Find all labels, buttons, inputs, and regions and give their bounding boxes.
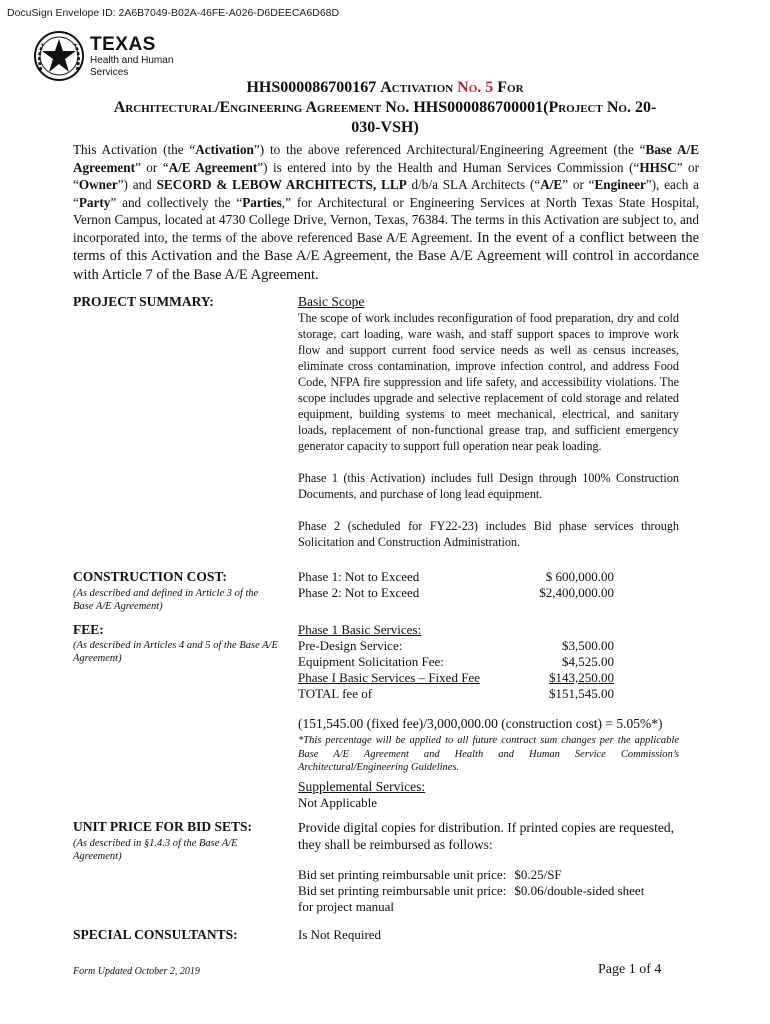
supplemental-heading: Supplemental Services:: [298, 778, 426, 794]
docusign-envelope-id: DocuSign Envelope ID: 2A6B7049-B02A-46FE-A026-D6DEECA6D68D: [7, 7, 340, 19]
cost-row: Phase 1: Not to Exceed $ 600,000.00: [298, 569, 614, 584]
fee-row: Phase I Basic Services – Fixed Fee $143,250.00: [298, 670, 614, 685]
logo-subtitle: Health and Human Services: [90, 55, 174, 78]
texas-seal-icon: [33, 30, 85, 82]
fee-footnote: *This percentage will be applied to all future contract sum changes per the applicable Base A/E Agreement and Health and Human Service Commission’s Architectural/Engineering Guidelines.: [298, 735, 679, 773]
unit-price-label: UNIT PRICE FOR BID SETS:: [73, 819, 253, 834]
cost-row: Phase 2: Not to Exceed $2,400,000.00: [298, 585, 614, 600]
project-summary-content: Basic Scope The scope of work includes reconfiguration of food preparation, dry and cold storage, cart loading, ware wash, and staff support spaces to improve work flow and support current food service needs as well as census increases, eliminate cross contamination, improve infection control, and address Food Code, NFPA fire suppression and life safety, and accessibility violations. The scope includes upgrade and selective replacement of cold storage and related equipment, building systems to meet mechanical, electrical, and sanitary loads, replacement of non-functional grease trap, and sufficient emergency generator capacity to support full operation near peak loading. Phase 1 (this Activation) includes full Design through 100% Construction Documents, and purchase of long lead equipment. Phase 2 (scheduled for FY22-23) includes Bid phase services through Solicitation and Construction Administration.: [298, 294, 679, 549]
project-summary-label: PROJECT SUMMARY:: [73, 294, 214, 309]
intro-paragraph: This Activation (the “Activation”) to the above referenced Architectural/Engineering Agreement (the “Base A/E Agreement” or “A/E Agreement”) is entered into by the Health and Human Services Commission (“HHSC” or “Owner”) and SECORD & LEBOW ARCHITECTS, LLP d/b/a SLA Architects (“A/E” or “Engineer”), each a “Party” and collectively the “Parties,” for Architectural or Engineering Services at North Texas State Hospital, Vernon Campus, located at 4730 College Drive, Vernon, Texas, 76384. The terms in this Activation are subject to, and incorporated into, the terms of the above referenced Base A/E Agreement. In the event of a conflict between the terms of this Activation and the Base A/E Agreement, the Base A/E Agreement will control in accordance with Article 7 of the Base A/E Agreement.: [73, 142, 700, 283]
hhs-logo: [33, 30, 183, 85]
fee-total-row: TOTAL fee of $151,545.00: [298, 686, 614, 701]
construction-cost-values: [298, 569, 614, 601]
supplemental-value: Not Applicable: [298, 794, 378, 810]
fee-values: Phase 1 Basic Services: Pre-Design Service: $3,500.00 Equipment Solicitation Fee: $4,525.00 Phase I Basic Services – Fixed Fee $143,250.00 TOTAL fee of $151,545.00 (151,545.00 (fixed fee)/3,000,000.00 (construction cost) = 5.05%*) *This percentage will be applied to all future contract sum changes per the applicable Base A/E Agreement and Health and Human Service Commission’s Architectural/Engineering Guidelines. Supplemental Services: Not Applicable: [298, 622, 679, 810]
special-consultants-value: Is Not Required: [298, 927, 382, 942]
logo-texas: TEXAS: [90, 34, 156, 55]
special-consultants-label: SPECIAL CONSULTANTS:: [73, 927, 238, 942]
fee-row: Equipment Solicitation Fee: $4,525.00: [298, 654, 614, 669]
construction-cost-label: CONSTRUCTION COST:: [73, 569, 227, 584]
page-number: Page 1 of 4: [598, 962, 662, 977]
fee-note: (As described in Articles 4 and 5 of the Base A/E Agreement): [73, 640, 278, 664]
fee-label: FEE:: [73, 622, 104, 637]
document-title: HHS000086700167 Activation No. 5 For Architectural/Engineering Agreement No. HHS000086700001(Project No. 20- 030-VSH): [113, 79, 657, 136]
unit-price-content: Provide digital copies for distribution. If printed copies are requested, they shall be reimbursed as follows: Bid set printing reimbursable unit price: $0.25/SF Bid set printing reimbursable unit price: $0.06/double-sided sheet for project manual: [298, 820, 675, 914]
unit-price-note: (As described in §1.4.3 of the Base A/E Agreement): [73, 838, 238, 862]
construction-cost-note: (As described and defined in Article 3 of the Base A/E Agreement): [73, 588, 259, 612]
fee-row: Pre-Design Service: $3,500.00: [298, 638, 614, 653]
fee-calculation: (151,545.00 (fixed fee)/3,000,000.00 (construction cost) = 5.05%*): [298, 716, 663, 731]
form-updated-date: Form Updated October 2, 2019: [73, 966, 200, 977]
